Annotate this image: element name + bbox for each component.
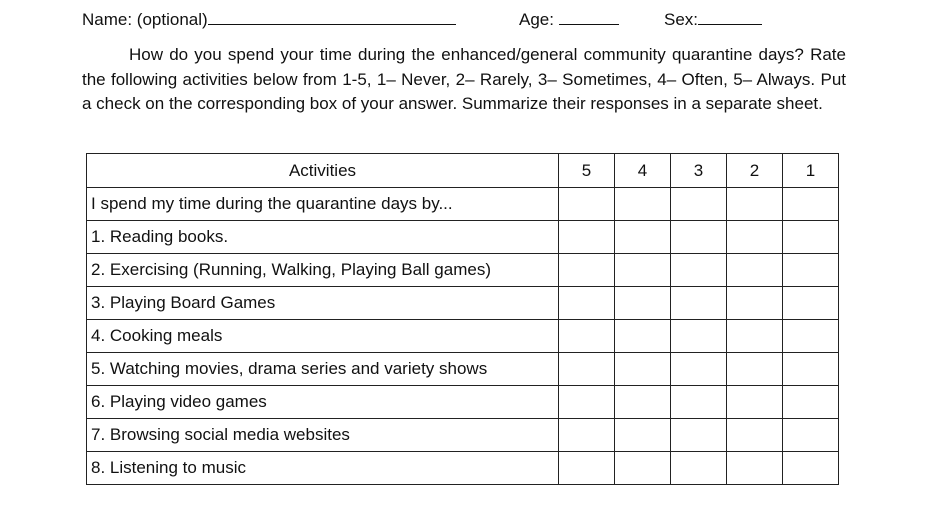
age-field bbox=[519, 8, 619, 30]
table-row bbox=[87, 353, 839, 386]
table-row bbox=[87, 287, 839, 320]
name-label: Name: (optional) bbox=[82, 10, 208, 29]
name-blank[interactable] bbox=[208, 8, 456, 25]
rating-checkbox-3[interactable] bbox=[671, 419, 727, 452]
rating-checkbox-2[interactable] bbox=[727, 320, 783, 353]
activity-label: 3. Playing Board Games bbox=[87, 287, 559, 320]
activity-label: 1. Reading books. bbox=[87, 221, 559, 254]
rating-checkbox-2[interactable] bbox=[727, 188, 783, 221]
rating-checkbox-4[interactable] bbox=[615, 287, 671, 320]
rating-checkbox-5[interactable] bbox=[559, 452, 615, 485]
table-row bbox=[87, 419, 839, 452]
rating-checkbox-3[interactable] bbox=[671, 254, 727, 287]
rating-checkbox-2[interactable] bbox=[727, 419, 783, 452]
rating-checkbox-5[interactable] bbox=[559, 320, 615, 353]
age-label: Age: bbox=[519, 10, 554, 29]
rating-checkbox-1[interactable] bbox=[783, 188, 839, 221]
rating-checkbox-4[interactable] bbox=[615, 188, 671, 221]
rating-checkbox-2[interactable] bbox=[727, 386, 783, 419]
table-row bbox=[87, 386, 839, 419]
rating-checkbox-4[interactable] bbox=[615, 386, 671, 419]
sex-blank[interactable] bbox=[698, 8, 762, 25]
rating-checkbox-5[interactable] bbox=[559, 353, 615, 386]
rating-checkbox-5[interactable] bbox=[559, 188, 615, 221]
rating-checkbox-1[interactable] bbox=[783, 452, 839, 485]
rating-checkbox-3[interactable] bbox=[671, 452, 727, 485]
rating-checkbox-2[interactable] bbox=[727, 452, 783, 485]
rating-checkbox-2[interactable] bbox=[727, 221, 783, 254]
rating-header-1: 1 bbox=[783, 154, 839, 188]
activity-label: 7. Browsing social media websites bbox=[87, 419, 559, 452]
rating-checkbox-5[interactable] bbox=[559, 419, 615, 452]
activity-label: 4. Cooking meals bbox=[87, 320, 559, 353]
activity-label: 8. Listening to music bbox=[87, 452, 559, 485]
table-row bbox=[87, 452, 839, 485]
activity-label: 2. Exercising (Running, Walking, Playing Ball games) bbox=[87, 254, 559, 287]
rating-checkbox-5[interactable] bbox=[559, 254, 615, 287]
rating-checkbox-5[interactable] bbox=[559, 287, 615, 320]
rating-checkbox-1[interactable] bbox=[783, 320, 839, 353]
table-row bbox=[87, 254, 839, 287]
table-row bbox=[87, 320, 839, 353]
activity-rating-table bbox=[86, 153, 839, 485]
rating-checkbox-5[interactable] bbox=[559, 386, 615, 419]
instructions-paragraph: How do you spend your time during the enhanced/general community quarantine days? Rate the following activities below from 1-5, 1– Never, 2– Rarely, 3– Sometimes, 4– Often, 5– Always. Put a check on the corresponding box of your answer. Summarize their responses in a separate sheet. bbox=[82, 45, 846, 113]
rating-checkbox-3[interactable] bbox=[671, 386, 727, 419]
rating-checkbox-2[interactable] bbox=[727, 287, 783, 320]
rating-header-5: 5 bbox=[559, 154, 615, 188]
table-row bbox=[87, 221, 839, 254]
activity-label: 6. Playing video games bbox=[87, 386, 559, 419]
rating-header-3: 3 bbox=[671, 154, 727, 188]
rating-checkbox-1[interactable] bbox=[783, 353, 839, 386]
rating-checkbox-1[interactable] bbox=[783, 287, 839, 320]
rating-checkbox-2[interactable] bbox=[727, 353, 783, 386]
rating-checkbox-4[interactable] bbox=[615, 419, 671, 452]
rating-header-4: 4 bbox=[615, 154, 671, 188]
sex-label: Sex: bbox=[664, 10, 699, 29]
table-header-row bbox=[87, 154, 839, 188]
activities-header: Activities bbox=[87, 154, 559, 188]
activity-label: I spend my time during the quarantine days by... bbox=[87, 188, 559, 221]
rating-checkbox-1[interactable] bbox=[783, 221, 839, 254]
rating-checkbox-4[interactable] bbox=[615, 254, 671, 287]
table-row bbox=[87, 188, 839, 221]
rating-checkbox-5[interactable] bbox=[559, 221, 615, 254]
rating-checkbox-4[interactable] bbox=[615, 353, 671, 386]
rating-checkbox-1[interactable] bbox=[783, 254, 839, 287]
rating-checkbox-3[interactable] bbox=[671, 287, 727, 320]
sex-field bbox=[664, 8, 762, 30]
rating-checkbox-3[interactable] bbox=[671, 221, 727, 254]
rating-checkbox-3[interactable] bbox=[671, 188, 727, 221]
rating-checkbox-2[interactable] bbox=[727, 254, 783, 287]
rating-checkbox-1[interactable] bbox=[783, 386, 839, 419]
rating-checkbox-4[interactable] bbox=[615, 452, 671, 485]
respondent-info-line bbox=[82, 8, 782, 32]
rating-checkbox-1[interactable] bbox=[783, 419, 839, 452]
age-blank[interactable] bbox=[559, 8, 619, 25]
rating-checkbox-4[interactable] bbox=[615, 221, 671, 254]
rating-header-2: 2 bbox=[727, 154, 783, 188]
rating-checkbox-3[interactable] bbox=[671, 353, 727, 386]
activity-label: 5. Watching movies, drama series and variety shows bbox=[87, 353, 559, 386]
rating-checkbox-3[interactable] bbox=[671, 320, 727, 353]
name-field bbox=[82, 8, 456, 30]
rating-checkbox-4[interactable] bbox=[615, 320, 671, 353]
